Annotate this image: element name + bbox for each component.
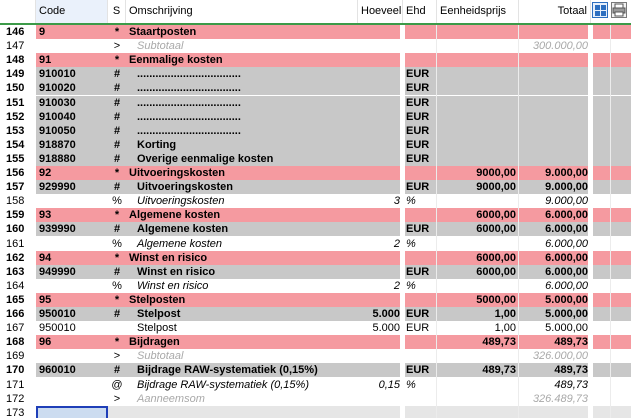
code-cell[interactable]	[36, 392, 108, 406]
s-cell[interactable]: #	[113, 96, 121, 109]
row-number: 153	[0, 124, 36, 138]
unit-cell[interactable]	[403, 293, 437, 307]
row-number: 146	[0, 25, 36, 39]
total-cell[interactable]	[519, 406, 591, 418]
description-cell[interactable]: ..................................	[137, 68, 241, 81]
unit-cell[interactable]: %	[406, 279, 416, 292]
description-cell[interactable]: Overige eenmalige kosten	[137, 152, 274, 165]
s-cell[interactable]: *	[114, 26, 120, 38]
description-cell[interactable]: Winst en risico	[129, 251, 208, 264]
row-number: 172	[0, 392, 36, 406]
unit-price-cell[interactable]	[437, 138, 519, 152]
row-number: 167	[0, 321, 36, 335]
description-cell[interactable]: Subtotaal	[137, 350, 184, 363]
quantity-cell[interactable]: 2	[393, 279, 400, 292]
unit-price-cell[interactable]	[437, 110, 519, 124]
unit-cell[interactable]: EUR	[406, 265, 430, 278]
row-number: 147	[0, 39, 36, 53]
unit-cell[interactable]	[403, 53, 437, 67]
row-number: 157	[0, 180, 36, 194]
total-cell[interactable]: 489,73	[554, 364, 588, 377]
unit-cell[interactable]	[403, 349, 437, 363]
total-cell[interactable]: 9.000,00	[545, 167, 588, 179]
quantity-cell[interactable]	[358, 110, 403, 124]
eenheidsprijs-column-header[interactable]: Eenheidsprijs	[437, 0, 519, 23]
quantity-cell[interactable]	[358, 222, 403, 236]
grid-icon[interactable]	[592, 2, 608, 18]
unit-cell[interactable]	[403, 166, 437, 180]
unit-price-cell[interactable]	[437, 194, 519, 208]
unit-price-cell[interactable]	[437, 392, 519, 406]
unit-price-cell[interactable]: 6000,00	[476, 223, 516, 236]
unit-price-cell[interactable]	[437, 279, 519, 293]
quantity-cell[interactable]	[358, 335, 403, 349]
code-cell[interactable]	[36, 406, 108, 418]
row-number: 165	[0, 293, 36, 307]
total-cell[interactable]	[519, 138, 591, 152]
s-cell[interactable]: >	[113, 40, 121, 53]
s-cell[interactable]: #	[113, 68, 121, 81]
row-number: 149	[0, 67, 36, 81]
quantity-cell[interactable]: 3	[393, 195, 400, 208]
s-cell[interactable]: @	[111, 378, 123, 391]
table-row[interactable]	[0, 321, 631, 335]
total-cell[interactable]: 6.000,00	[545, 251, 588, 264]
quantity-cell[interactable]	[358, 124, 403, 138]
description-cell[interactable]: ..................................	[137, 96, 241, 109]
unit-cell[interactable]: EUR	[406, 322, 430, 335]
quantity-cell[interactable]	[358, 293, 403, 307]
unit-price-cell[interactable]	[437, 378, 519, 392]
table-row[interactable]	[0, 392, 631, 406]
unit-cell[interactable]: EUR	[406, 364, 430, 377]
row-number: 168	[0, 335, 36, 349]
code-cell[interactable]: 950010	[39, 308, 76, 320]
s-cell[interactable]	[108, 406, 126, 418]
unit-cell[interactable]: EUR	[406, 138, 430, 151]
total-cell[interactable]	[519, 96, 591, 110]
quantity-cell[interactable]	[358, 265, 403, 279]
unit-price-cell[interactable]: 6000,00	[476, 251, 516, 264]
s-cell[interactable]: %	[112, 195, 122, 208]
row-number: 159	[0, 208, 36, 222]
table-row[interactable]	[0, 363, 631, 377]
unit-price-cell[interactable]: 489,73	[482, 336, 516, 349]
quantity-cell[interactable]	[358, 166, 403, 180]
row-number: 171	[0, 378, 36, 392]
quantity-cell[interactable]	[358, 96, 403, 110]
table-row[interactable]	[0, 293, 631, 307]
s-cell[interactable]: #	[113, 124, 121, 137]
s-cell[interactable]: *	[114, 336, 120, 349]
print-icon[interactable]	[611, 2, 627, 18]
quantity-cell[interactable]	[358, 152, 403, 166]
table-row[interactable]	[0, 166, 631, 180]
table-row[interactable]	[0, 279, 631, 293]
column-divider	[436, 25, 437, 418]
s-cell[interactable]: #	[113, 181, 121, 194]
unit-cell[interactable]	[403, 251, 437, 265]
unit-price-cell[interactable]: 1,00	[494, 322, 516, 335]
code-cell[interactable]: 910050	[39, 124, 76, 137]
total-cell[interactable]	[519, 124, 591, 138]
description-cell[interactable]: Stelposten	[129, 293, 186, 306]
s-cell[interactable]: #	[113, 364, 121, 377]
code-cell[interactable]: 93	[39, 209, 52, 222]
table-row[interactable]	[0, 406, 631, 418]
unit-price-cell[interactable]	[437, 349, 519, 363]
s-cell[interactable]: #	[113, 110, 121, 123]
unit-price-cell[interactable]	[437, 81, 519, 95]
table-row[interactable]	[0, 222, 631, 236]
description-cell[interactable]: Bijdrage RAW-systematiek (0,15%)	[137, 378, 309, 391]
row-number: 169	[0, 349, 36, 363]
code-cell[interactable]: 92	[39, 167, 52, 179]
unit-cell[interactable]	[403, 25, 437, 39]
code-cell[interactable]: 918870	[39, 138, 76, 151]
row-number: 161	[0, 237, 36, 251]
s-cell[interactable]: #	[113, 138, 121, 151]
total-cell[interactable]: 5.000,00	[545, 293, 588, 306]
s-cell[interactable]: *	[114, 209, 120, 222]
unit-cell[interactable]	[403, 392, 437, 406]
total-cell[interactable]: 6.000,00	[545, 237, 588, 250]
total-cell[interactable]	[519, 152, 591, 166]
column-header-row	[0, 0, 631, 24]
quantity-cell[interactable]: 2	[393, 237, 400, 250]
code-cell[interactable]: 9	[39, 26, 46, 38]
row-number: 155	[0, 152, 36, 166]
row-number: 148	[0, 53, 36, 67]
description-cell[interactable]: Stelpost	[137, 322, 177, 335]
s-cell[interactable]: #	[113, 82, 121, 95]
unit-cell[interactable]: %	[406, 195, 416, 208]
unit-price-cell[interactable]	[437, 39, 519, 53]
total-cell[interactable]: 5.000,00	[545, 308, 588, 320]
unit-cell[interactable]	[403, 406, 437, 418]
description-cell[interactable]: Bijdragen	[129, 336, 180, 349]
description-cell[interactable]: Stelpost	[137, 308, 181, 320]
table-row[interactable]	[0, 39, 631, 53]
description-cell[interactable]: Eenmalige kosten	[129, 54, 223, 67]
description-cell[interactable]	[126, 406, 358, 418]
table-row[interactable]	[0, 349, 631, 363]
column-gap	[400, 25, 405, 418]
quantity-cell[interactable]	[358, 208, 403, 222]
description-cell[interactable]: ..................................	[137, 110, 241, 123]
total-cell[interactable]	[519, 67, 591, 81]
omschrijving-column-header[interactable]: Omschrijving	[126, 0, 358, 23]
s-cell[interactable]: #	[113, 152, 121, 165]
quantity-cell[interactable]	[358, 67, 403, 81]
table-row[interactable]	[0, 265, 631, 279]
row-number: 163	[0, 265, 36, 279]
table-row[interactable]	[0, 25, 631, 39]
unit-cell[interactable]	[403, 208, 437, 222]
quantity-cell[interactable]	[358, 81, 403, 95]
code-cell[interactable]: 949990	[39, 265, 76, 278]
code-column-header[interactable]: Code	[36, 0, 108, 23]
description-cell[interactable]: Algemene kosten	[137, 237, 222, 250]
total-cell[interactable]: 9.000,00	[545, 195, 588, 208]
code-cell[interactable]: 91	[39, 54, 52, 67]
quantity-cell[interactable]	[358, 39, 403, 53]
table-row[interactable]	[0, 194, 631, 208]
description-cell[interactable]: Aanneemsom	[137, 392, 205, 405]
unit-price-cell[interactable]: 6000,00	[476, 265, 516, 278]
s-cell[interactable]: >	[113, 350, 121, 363]
description-cell[interactable]: Subtotaal	[137, 40, 184, 53]
code-cell[interactable]	[36, 378, 108, 392]
unit-price-cell[interactable]	[437, 67, 519, 81]
s-cell[interactable]: *	[114, 293, 120, 306]
quantity-cell[interactable]	[358, 349, 403, 363]
unit-price-cell[interactable]: 6000,00	[476, 209, 516, 222]
table-row[interactable]	[0, 110, 631, 124]
description-cell[interactable]: Bijdrage RAW-systematiek (0,15%)	[137, 364, 318, 377]
description-cell[interactable]: Winst en risico	[137, 265, 216, 278]
unit-price-cell[interactable]: 9000,00	[476, 181, 516, 194]
totaal-column-header[interactable]: Totaal	[519, 0, 591, 23]
row-number: 162	[0, 251, 36, 265]
row-number-header	[0, 0, 36, 23]
table-row[interactable]	[0, 152, 631, 166]
table-row[interactable]	[0, 67, 631, 81]
table-row[interactable]	[0, 180, 631, 194]
s-cell[interactable]: *	[114, 251, 120, 264]
row-number: 156	[0, 166, 36, 180]
unit-cell[interactable]: EUR	[406, 308, 430, 320]
quantity-cell[interactable]: 5.000	[372, 322, 400, 335]
table-row[interactable]	[0, 251, 631, 265]
unit-cell[interactable]: EUR	[406, 223, 430, 236]
total-cell[interactable]: 6.000,00	[545, 223, 588, 236]
total-cell[interactable]	[519, 25, 591, 39]
quantity-cell[interactable]	[358, 251, 403, 265]
description-cell[interactable]: Staartposten	[129, 26, 197, 38]
unit-price-cell[interactable]	[437, 152, 519, 166]
code-cell[interactable]	[36, 237, 108, 251]
code-cell[interactable]	[36, 194, 108, 208]
table-row[interactable]	[0, 138, 631, 152]
quantity-cell[interactable]	[358, 392, 403, 406]
total-cell[interactable]	[519, 81, 591, 95]
row-number: 152	[0, 110, 36, 124]
total-cell[interactable]: 6.000,00	[545, 279, 588, 292]
unit-cell[interactable]: %	[406, 378, 416, 391]
description-cell[interactable]: Algemene kosten	[137, 223, 229, 236]
description-cell[interactable]: Uitvoeringskosten	[129, 167, 225, 179]
s-column-header[interactable]: S	[108, 0, 126, 23]
unit-price-cell[interactable]: 5000,00	[476, 293, 516, 306]
total-cell[interactable]: 300.000,00	[532, 40, 588, 53]
s-cell[interactable]: #	[113, 223, 121, 236]
unit-price-cell[interactable]: 9000,00	[476, 167, 516, 179]
code-cell[interactable]: 918880	[39, 152, 76, 165]
s-cell[interactable]: *	[114, 167, 120, 179]
description-cell[interactable]: Winst en risico	[137, 279, 209, 292]
row-number: 166	[0, 307, 36, 321]
total-cell[interactable]: 6.000,00	[545, 209, 588, 222]
code-cell[interactable]	[36, 349, 108, 363]
unit-price-cell[interactable]: 1,00	[494, 308, 516, 320]
unit-cell[interactable]: EUR	[406, 181, 430, 194]
unit-cell[interactable]: EUR	[406, 96, 430, 109]
unit-cell[interactable]	[403, 39, 437, 53]
total-cell[interactable]: 326.000,00	[532, 350, 588, 363]
total-cell[interactable]: 489,73	[554, 378, 588, 391]
description-cell[interactable]: Uitvoeringskosten	[137, 195, 225, 208]
table-row[interactable]	[0, 96, 631, 110]
code-cell[interactable]: 939990	[39, 223, 76, 236]
unit-cell[interactable]: EUR	[406, 124, 430, 137]
table-row[interactable]	[0, 237, 631, 251]
s-cell[interactable]: #	[113, 265, 121, 278]
code-cell[interactable]: 910030	[39, 96, 76, 109]
s-cell[interactable]: #	[113, 308, 121, 320]
column-divider	[518, 25, 519, 418]
unit-cell[interactable]: %	[406, 237, 416, 250]
table-row[interactable]	[0, 208, 631, 222]
s-cell[interactable]: *	[114, 54, 120, 67]
table-row[interactable]	[0, 81, 631, 95]
total-cell[interactable]	[519, 110, 591, 124]
row-number: 173	[0, 406, 36, 418]
s-cell[interactable]: %	[112, 279, 122, 292]
total-cell[interactable]	[519, 53, 591, 67]
code-cell[interactable]: 960010	[39, 364, 76, 377]
code-cell[interactable]: 929990	[39, 181, 76, 194]
unit-cell[interactable]: EUR	[406, 152, 430, 165]
row-number: 170	[0, 363, 36, 377]
code-cell[interactable]: 96	[39, 336, 52, 349]
ehd-column-header[interactable]: Ehd	[403, 0, 437, 23]
row-number: 151	[0, 96, 36, 110]
code-cell[interactable]: 910010	[39, 68, 76, 81]
description-cell[interactable]: ..................................	[137, 82, 241, 95]
quantity-cell[interactable]: 5.000	[372, 308, 400, 320]
description-cell[interactable]: Algemene kosten	[129, 209, 221, 222]
quantity-cell[interactable]	[358, 25, 403, 39]
total-cell[interactable]: 489,73	[554, 336, 588, 349]
unit-price-cell[interactable]	[437, 237, 519, 251]
s-cell[interactable]	[108, 321, 126, 335]
unit-price-cell[interactable]	[437, 406, 519, 418]
column-gap	[588, 25, 593, 418]
quantity-cell[interactable]: 0,15	[378, 378, 400, 391]
quantity-cell[interactable]	[358, 53, 403, 67]
unit-price-cell[interactable]	[437, 96, 519, 110]
unit-cell[interactable]: EUR	[406, 82, 430, 95]
table-row[interactable]	[0, 378, 631, 392]
description-cell[interactable]: ..................................	[137, 124, 241, 137]
table-row[interactable]	[0, 124, 631, 138]
unit-price-cell[interactable]	[437, 25, 519, 39]
s-cell[interactable]: >	[113, 392, 121, 405]
unit-price-cell[interactable]	[437, 53, 519, 67]
code-cell[interactable]	[36, 39, 108, 53]
code-cell[interactable]: 94	[39, 251, 52, 264]
description-cell[interactable]: Korting	[137, 138, 177, 151]
total-cell[interactable]: 6.000,00	[545, 265, 588, 278]
row-number: 150	[0, 81, 36, 95]
code-cell[interactable]: 95	[39, 293, 52, 306]
table-row[interactable]	[0, 53, 631, 67]
code-cell[interactable]: 910020	[39, 82, 76, 95]
row-number: 154	[0, 138, 36, 152]
quantity-cell[interactable]	[358, 406, 403, 418]
row-number: 164	[0, 279, 36, 293]
unit-price-cell[interactable]	[437, 124, 519, 138]
unit-cell[interactable]: EUR	[406, 110, 430, 123]
hoeveel-column-header[interactable]: Hoeveel	[358, 0, 403, 23]
unit-cell[interactable]	[403, 335, 437, 349]
s-cell[interactable]: %	[112, 237, 122, 250]
row-number: 158	[0, 194, 36, 208]
unit-cell[interactable]: EUR	[406, 68, 430, 81]
code-cell[interactable]: 950010	[39, 322, 76, 335]
description-cell[interactable]: Uitvoeringskosten	[137, 181, 233, 194]
total-cell[interactable]: 326.489,73	[532, 392, 588, 405]
quantity-cell[interactable]	[358, 138, 403, 152]
quantity-cell[interactable]	[358, 363, 403, 377]
total-cell[interactable]: 9.000,00	[545, 181, 588, 194]
code-cell[interactable]: 910040	[39, 110, 76, 123]
unit-price-cell[interactable]: 489,73	[482, 364, 516, 377]
column-divider	[610, 25, 611, 418]
table-row[interactable]	[0, 335, 631, 349]
total-cell[interactable]: 5.000,00	[545, 322, 588, 335]
table-row[interactable]	[0, 307, 631, 321]
code-cell[interactable]	[36, 279, 108, 293]
row-number: 160	[0, 222, 36, 236]
quantity-cell[interactable]	[358, 180, 403, 194]
